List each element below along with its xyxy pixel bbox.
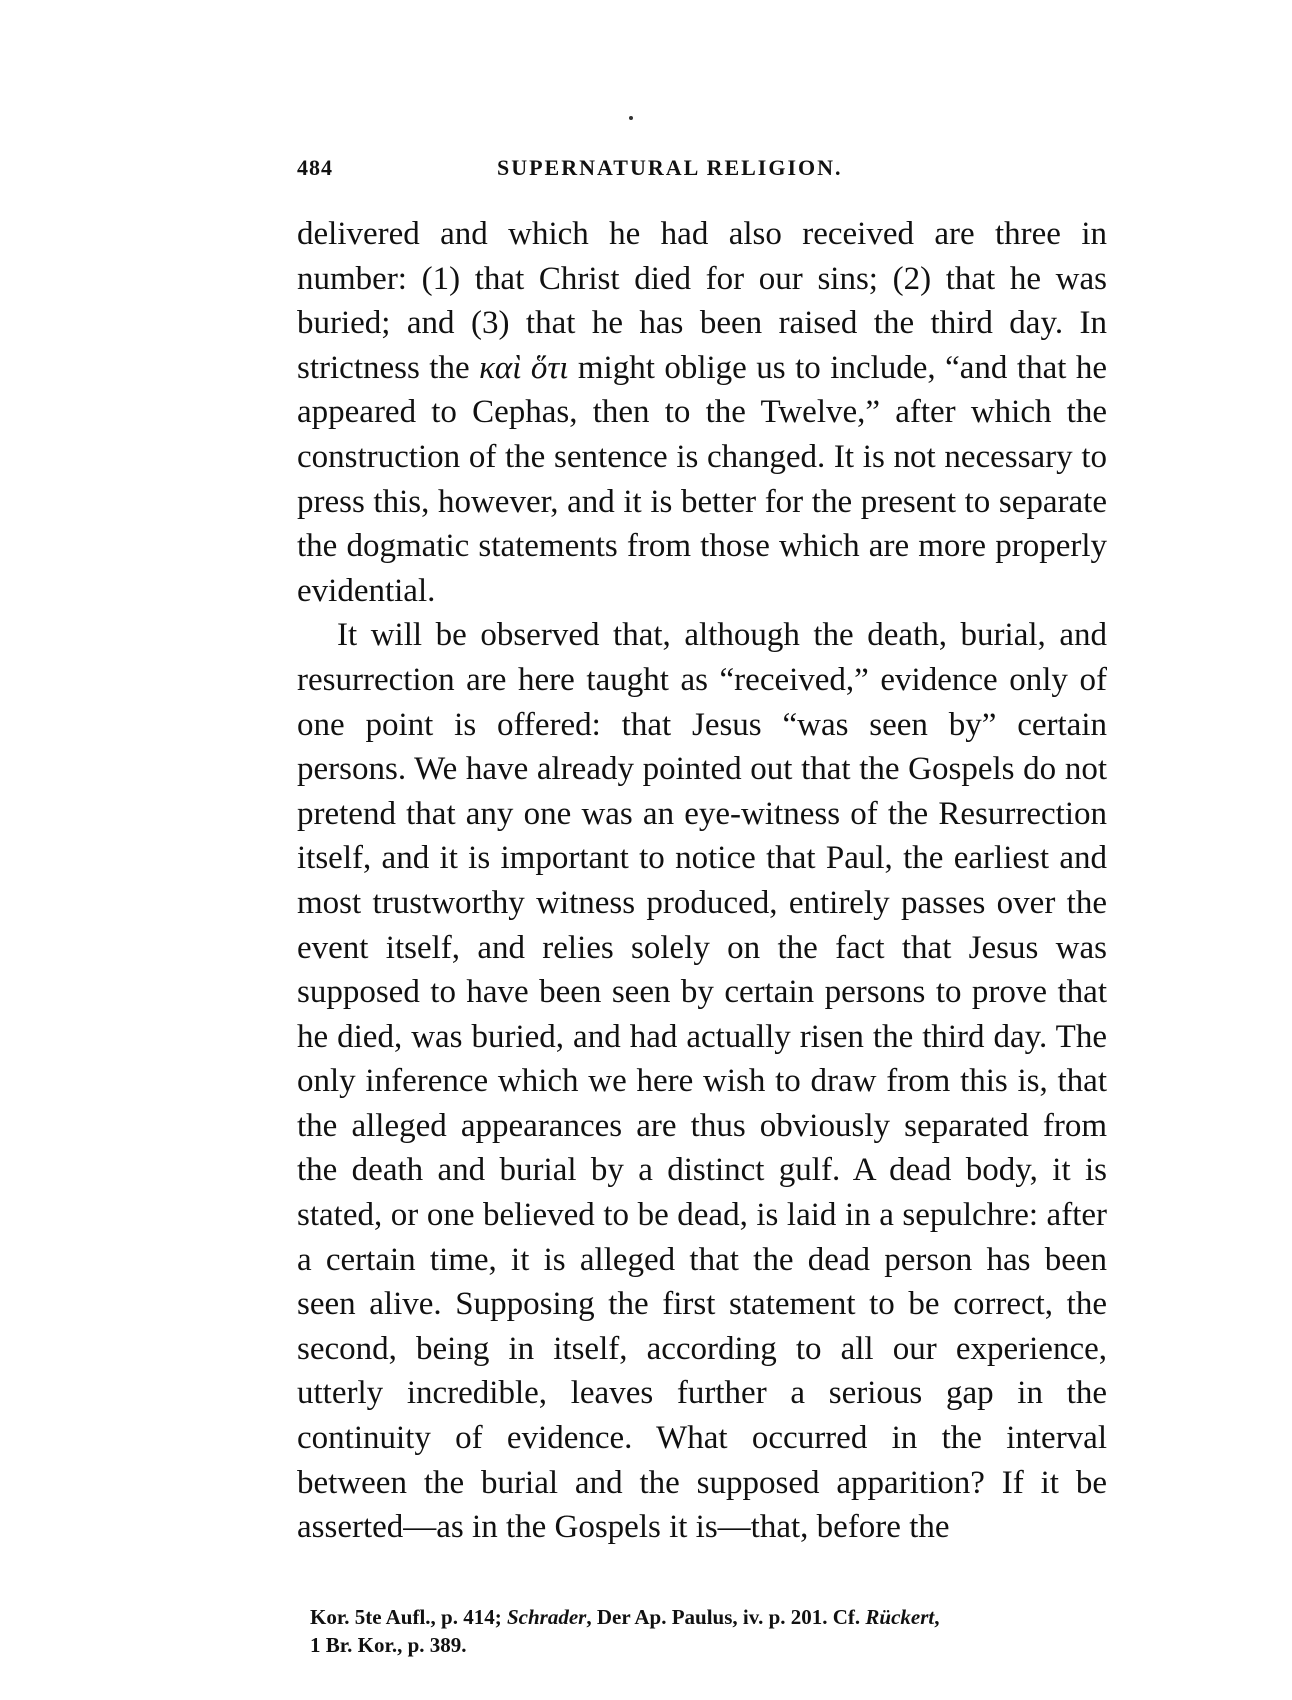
footnote-text: Kor. 5te Aufl., p. 414; [310,1605,507,1629]
paragraph: It will be observed that, although the death, burial, and resurrection are here taught as “received,” evidence only of one point is offered: that Jesus “was seen by” certain persons. We have already pointed out that the Gospels do not pretend that any one was an eye-witness of the Resurrection itself, and it is important to notice that Paul, the earliest and most trustworthy witness produced, entirely passes over the event itself, and relies solely on the fact that Jesus was supposed to have been seen by certain persons to prove that he died, was buried, and had actually risen the third day. The only inference which we here wish to draw from this is, that the alleged appearances are thus obviously separated from the death and burial by a distinct gulf. A dead body, it is stated, or one believed to be dead, is laid in a sepulchre: after a certain time, it is alleged that the dead person has been seen alive. Supposing the first statement to be correct, the second, being in itself, according to all our experience, utterly incredible, leaves further a serious gap in the continuity of evidence. What occurred in the interval between the burial and the supposed apparition? If it be asserted—as in the Gospels it is—that, before the [297,617,1107,1546]
footnote-text: , Der Ap. Paulus, iv. p. 201. Cf. [586,1605,866,1629]
page-number: 484 [297,155,333,180]
footnote [310,1603,1107,1659]
paragraph-continued [297,212,1107,613]
footnote-text: , [934,1605,940,1629]
print-speck [629,116,633,120]
running-head: SUPERNATURAL RELIGION. [497,155,843,180]
footnote-author: Rückert [865,1605,935,1629]
footnote-line [310,1603,1107,1631]
body-text [297,212,1107,1550]
footnote-author: Schrader [506,1605,587,1629]
paragraph-text: might oblige us to include, “and that he appeared to Cephas, then to the Twelve,” after which the construction of the sentence is changed. It is not necessary to press this, however, and it is better for the present to separate the dogmatic statements from those which are more properly evidential. [297,349,1108,609]
footnote-line: 1 Br. Kor., p. 389. [310,1633,467,1657]
greek-phrase: καὶ ὅτι [479,349,569,386]
page-header [297,155,1107,191]
paragraph-text: delivered and which he had also received are three in number: (1) that Christ died for our sins; (2) that he was buried; and (3) that he has been raised the third day. In strictness the [297,216,1107,386]
